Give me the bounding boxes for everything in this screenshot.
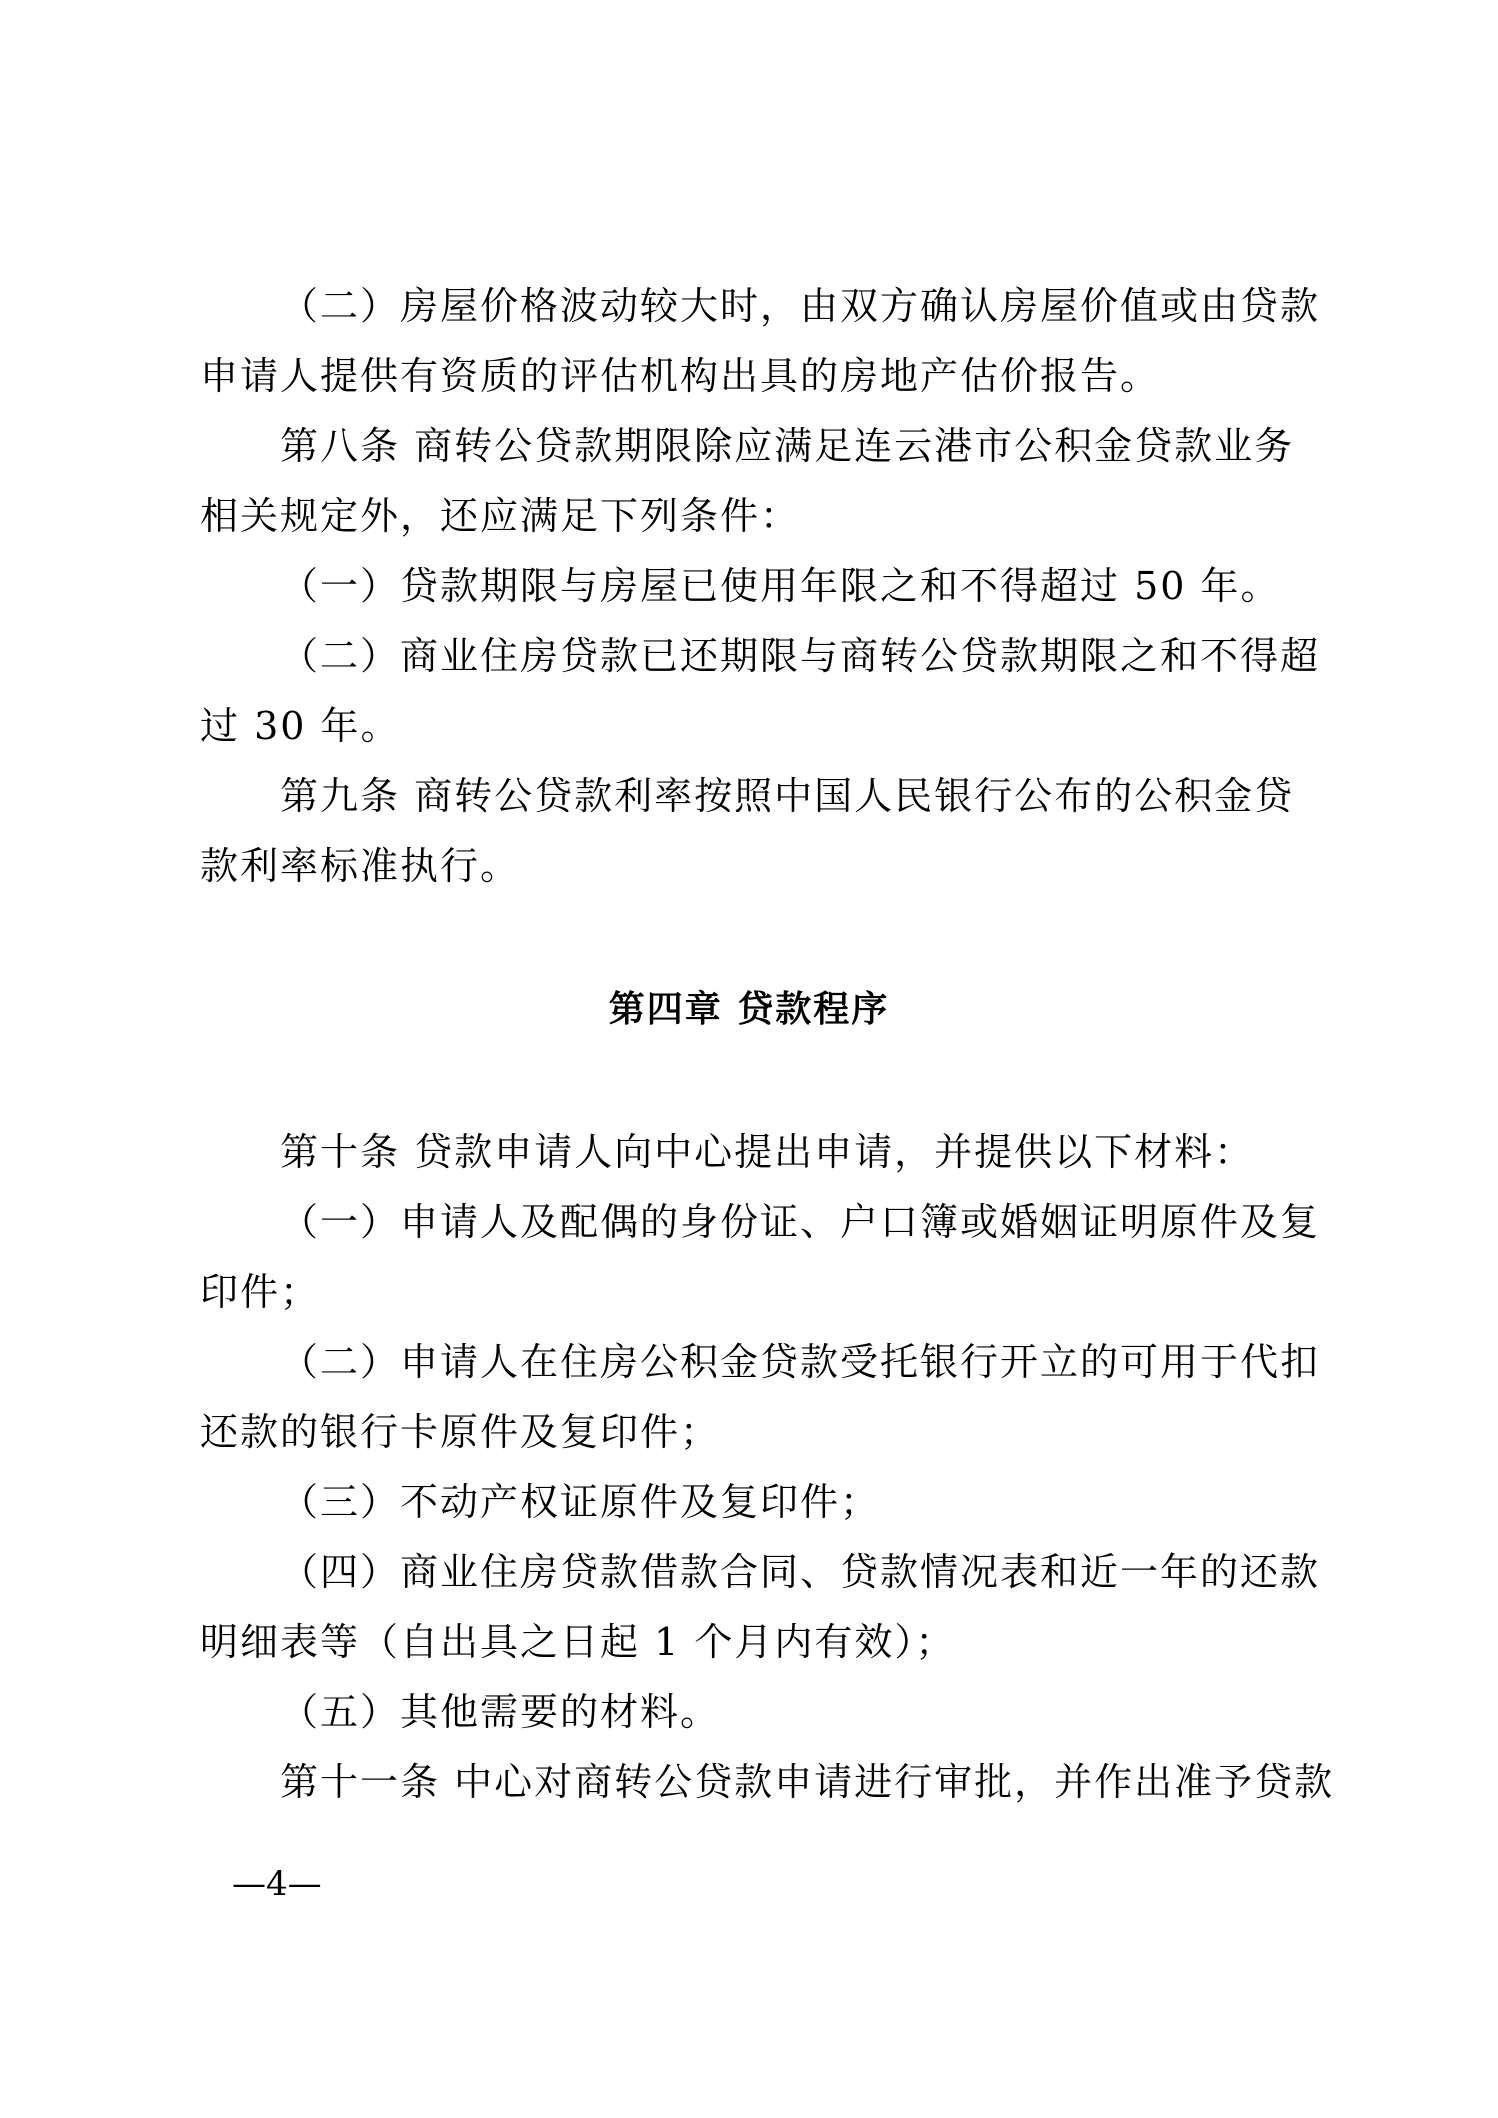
paragraph-line: 款利率标准执行。 <box>200 844 521 888</box>
article-9-line: 第九条 商转公贷款利率按照中国人民银行公布的公积金贷 <box>280 774 1295 818</box>
paragraph-line: （一）贷款期限与房屋已使用年限之和不得超过 50 年。 <box>280 564 1281 608</box>
article-11-line: 第十一条 中心对商转公贷款申请进行审批，并作出准予贷款 <box>280 1760 1335 1804</box>
article-8-line: 第八条 商转公贷款期限除应满足连云港市公积金贷款业务 <box>280 424 1295 468</box>
page-number: —4— <box>232 1864 322 1904</box>
paragraph-line: 印件； <box>200 1270 321 1314</box>
paragraph-line: 明细表等（自出具之日起 1 个月内有效）； <box>200 1620 956 1664</box>
article-10-line: 第十条 贷款申请人向中心提出申请，并提供以下材料： <box>280 1130 1255 1174</box>
paragraph-line: 过 30 年。 <box>200 704 401 748</box>
paragraph-line: （二）商业住房贷款已还期限与商转公贷款期限之和不得超 <box>280 634 1321 678</box>
paragraph-line: （四）商业住房贷款借款合同、贷款情况表和近一年的还款 <box>280 1550 1321 1594</box>
paragraph-line: （二）申请人在住房公积金贷款受托银行开立的可用于代扣 <box>280 1340 1321 1384</box>
paragraph-line: （二）房屋价格波动较大时，由双方确认房屋价值或由贷款 <box>280 284 1321 328</box>
paragraph-line: （五）其他需要的材料。 <box>280 1690 721 1734</box>
paragraph-line: （一）申请人及配偶的身份证、户口簿或婚姻证明原件及复 <box>280 1200 1321 1244</box>
paragraph-line: （三）不动产权证原件及复印件； <box>280 1480 881 1524</box>
paragraph-line: 申请人提供有资质的评估机构出具的房地产估价报告。 <box>200 354 1161 398</box>
paragraph-line: 还款的银行卡原件及复印件； <box>200 1410 721 1454</box>
chapter-heading: 第四章 贷款程序 <box>608 989 890 1030</box>
paragraph-line: 相关规定外，还应满足下列条件： <box>200 494 801 538</box>
